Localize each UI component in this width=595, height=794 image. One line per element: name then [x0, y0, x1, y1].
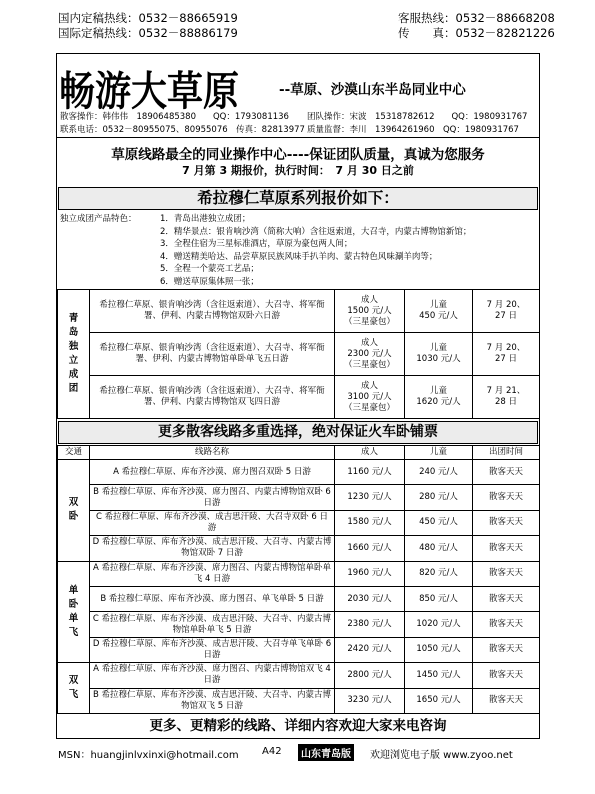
- child-price: 240 元/人: [405, 460, 473, 485]
- child-price: 1050 元/人: [405, 637, 473, 662]
- child-price: 820 元/人: [405, 561, 473, 586]
- feature-item: 3．全程住宿为三星标准酒店，草原为豪包两人间；: [160, 239, 353, 249]
- child-price: 850 元/人: [405, 586, 473, 611]
- departure-date: 散客天天: [473, 460, 540, 485]
- table-row: [58, 561, 540, 586]
- departure-date: 散客天天: [473, 688, 540, 713]
- route-cell: B 希拉穆仁草原、库布齐沙漠、席力图召、内蒙古博物馆双卧 6 日游: [90, 485, 335, 510]
- table-row: [58, 637, 540, 662]
- route-cell: 希拉穆仁草原、银肯响沙湾（含往返索道）、大召寺、将军衙署、伊利、内蒙古博物馆双飞四日游: [90, 376, 335, 419]
- fax-line: 传 真：0532－82821226: [398, 26, 555, 40]
- adult-price: 2030 元/人: [335, 586, 405, 611]
- section1-title: 希拉穆仁草原系列报价如下：: [58, 187, 538, 210]
- departure-date: 散客天天: [473, 561, 540, 586]
- child-price: 1020 元/人: [405, 612, 473, 637]
- departure-date: 7 月 20、 27 日: [473, 333, 540, 376]
- departure-date: 散客天天: [473, 485, 540, 510]
- footer-brand: 山东青岛版: [298, 744, 354, 761]
- child-price: 450 元/人: [405, 510, 473, 535]
- brand-slogan: --草原、沙漠山东半岛同业中心: [279, 82, 466, 98]
- table-row: [58, 688, 540, 713]
- document-frame: [56, 53, 540, 739]
- footer-page: A42: [262, 746, 282, 757]
- banner-main: 草原线路最全的同业操作中心----保证团队质量，真诚为您服务: [111, 147, 485, 163]
- route-cell: A 希拉穆仁草原、库布齐沙漠、席力图召双卧 5 日游: [90, 460, 335, 485]
- route-cell: 希拉穆仁草原、银肯响沙湾（含往返索道）、大召寺、将军衙署、伊利、内蒙古博物馆双卧六日游: [90, 290, 335, 333]
- route-cell: A 希拉穆仁草原、库布齐沙漠、席力图召、内蒙古博物馆双飞 4 日游: [90, 663, 335, 688]
- adult-price: 2380 元/人: [335, 612, 405, 637]
- feature-item: 1．青岛出港独立成团；: [160, 214, 251, 224]
- adult-price: 1160 元/人: [335, 460, 405, 485]
- route-cell: C 希拉穆仁草原、库布齐沙漠、成吉思汗陵、大召寺、内蒙古博物馆单卧单飞 5 日游: [90, 612, 335, 637]
- route-cell: D 希拉穆仁草原、库布齐沙漠、成吉思汗陵、大召寺单飞单卧 6 日游: [90, 637, 335, 662]
- adult-price: 1580 元/人: [335, 510, 405, 535]
- departure-date: 散客天天: [473, 510, 540, 535]
- route-cell: A 希拉穆仁草原、库布齐沙漠、席力图召、内蒙古博物馆单卧单飞 4 日游: [90, 561, 335, 586]
- footer-tail: 欢迎浏览电子版 www.zyoo.net: [370, 750, 513, 761]
- contact-phone: 联系电话：0532－80955075、80955076 传真：82813977: [60, 125, 305, 135]
- adult-price: 成人 1500 元/人 （三星豪包）: [335, 290, 405, 333]
- adult-price: 1960 元/人: [335, 561, 405, 586]
- group-label: 青 岛 独 立 成 团: [58, 290, 90, 419]
- route-cell: B 希拉穆仁草原、库布齐沙漠、成吉思汗陵、大召寺、内蒙古博物馆双飞 5 日游: [90, 688, 335, 713]
- adult-price: 成人 3100 元/人 （三星豪包）: [335, 376, 405, 419]
- divider: [57, 137, 539, 138]
- feature-item: 5．全程一个蒙亮工艺品；: [160, 264, 259, 274]
- adult-price: 1230 元/人: [335, 485, 405, 510]
- route-cell: 希拉穆仁草原、银肯响沙湾（含往返索道）、大召寺、将军衙署、伊利、内蒙古博物馆单卧单飞五日游: [90, 333, 335, 376]
- banner-period: 7 月第 3 期报价，执行时间： 7 月 30 日之前: [182, 164, 414, 177]
- route-cell: D 希拉穆仁草原、库布齐沙漠、成吉思汗陵、大召寺、内蒙古博物馆双卧 7 日游: [90, 536, 335, 561]
- transport-label: 单 卧 单 飞: [58, 561, 90, 663]
- child-price: 儿童 1620 元/人: [405, 376, 473, 419]
- departure-date: 散客天天: [473, 536, 540, 561]
- domestic-hotline: 国内定稿热线：0532－88665919: [58, 11, 238, 25]
- column-header: 出团时间: [473, 446, 540, 460]
- column-header: 交通: [58, 446, 90, 460]
- service-hotline: 客服热线：0532－88668208: [398, 11, 555, 25]
- route-cell: B 希拉穆仁草原、库布齐沙漠、席力图召、单飞单卧 5 日游: [90, 586, 335, 611]
- child-price: 儿童 450 元/人: [405, 290, 473, 333]
- departure-date: 散客天天: [473, 612, 540, 637]
- table-row: [58, 376, 540, 419]
- feature-item: 2．精华景点：银肯响沙湾（简称大响）含往返索道，大召寺，内蒙古博物馆新馆；: [160, 226, 472, 237]
- bottom-note: 更多、更精彩的线路、详细内容欢迎大家来电咨询: [149, 718, 447, 734]
- column-header: 儿童: [405, 446, 473, 460]
- table-row: [58, 460, 540, 485]
- contact-team: 团队操作：宋波 15318782612 QQ：1980931767: [307, 112, 528, 122]
- table-row: [58, 510, 540, 535]
- departure-date: 7 月 21、 28 日: [473, 376, 540, 419]
- table-row: [58, 586, 540, 611]
- child-price: 480 元/人: [405, 536, 473, 561]
- table-row: [58, 536, 540, 561]
- route-cell: C 希拉穆仁草原、库布齐沙漠、成吉思汗陵、大召寺双卧 6 日游: [90, 510, 335, 535]
- table-row: [58, 485, 540, 510]
- footer-msn: MSN：huangjinlvxinxi@hotmail.com: [58, 750, 239, 761]
- child-price: 1450 元/人: [405, 663, 473, 688]
- departure-date: 散客天天: [473, 586, 540, 611]
- feature-item: 6．赠送草原集体照一张；: [160, 276, 259, 287]
- intl-hotline: 国际定稿热线：0532－88886179: [58, 26, 238, 40]
- departure-date: 7 月 20、 27 日: [473, 290, 540, 333]
- adult-price: 1660 元/人: [335, 536, 405, 561]
- transport-label: 双 卧: [58, 460, 90, 562]
- adult-price: 2420 元/人: [335, 637, 405, 662]
- adult-price: 2800 元/人: [335, 663, 405, 688]
- adult-price: 成人 2300 元/人 （三星豪包）: [335, 333, 405, 376]
- section2-title: 更多散客线路多重选择，绝对保证火车卧铺票: [58, 421, 538, 444]
- section2-table: [57, 445, 540, 714]
- column-header: 线路名称: [90, 446, 335, 460]
- features-label: 独立成团产品特色：: [60, 214, 137, 224]
- table-row: [58, 290, 540, 333]
- feature-item: 4．赠送精美哈达、品尝草原民族风味手扒羊肉、蒙古特色风味涮羊肉等；: [160, 251, 438, 262]
- table-row: [58, 612, 540, 637]
- section1-table: [57, 289, 540, 419]
- departure-date: 散客天天: [473, 637, 540, 662]
- departure-date: 散客天天: [473, 663, 540, 688]
- brand-title: 畅游大草原: [59, 67, 240, 115]
- table-row: [58, 333, 540, 376]
- transport-label: 双 飞: [58, 663, 90, 714]
- child-price: 儿童 1030 元/人: [405, 333, 473, 376]
- column-header: 成人: [335, 446, 405, 460]
- table-header: [58, 446, 540, 460]
- child-price: 1650 元/人: [405, 688, 473, 713]
- table-row: [58, 663, 540, 688]
- child-price: 280 元/人: [405, 485, 473, 510]
- contact-fit: 散客操作：韩伟伟 18906485380 QQ：1793081136: [60, 112, 289, 122]
- contact-quality: 质量监督：李川 13964261960 QQ：1980931767: [307, 125, 519, 135]
- adult-price: 3230 元/人: [335, 688, 405, 713]
